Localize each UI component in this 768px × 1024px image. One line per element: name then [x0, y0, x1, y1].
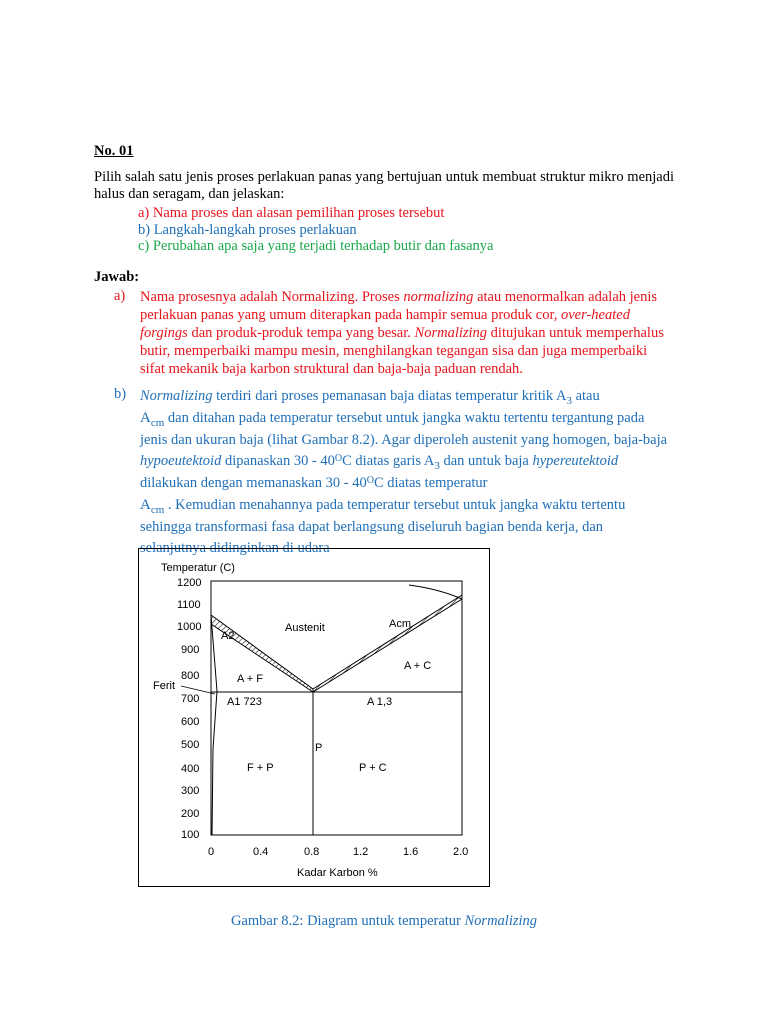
y-tick: 100	[181, 829, 200, 841]
phase-diagram-svg	[139, 549, 491, 888]
x-tick-labels	[208, 846, 468, 858]
y-tick-labels	[177, 577, 201, 841]
x-tick: 0	[208, 846, 215, 858]
y-tick: 800	[181, 670, 200, 682]
question-prompt: Pilih salah satu jenis proses perlakuan panas yang bertujuan untuk membuat struktur mikro menjadi halus dan seragam, dan jelaskan:	[94, 169, 674, 202]
upper-curve	[409, 585, 462, 599]
question-option-a: a) Nama proses dan alasan pemilihan proses tersebut	[138, 205, 445, 221]
ferrite-boundary	[211, 615, 217, 835]
x-tick: 0.4	[253, 846, 269, 858]
x-tick: 1.2	[353, 846, 369, 858]
answer-a-label: a)	[114, 288, 126, 304]
label-acm: Acm	[389, 618, 411, 630]
label-p: P	[315, 742, 323, 754]
y-axis-title: Temperatur (C)	[161, 562, 235, 574]
label-a-plus-c: A + C	[404, 660, 432, 672]
y-tick: 500	[181, 739, 200, 751]
question-number: No. 01	[94, 143, 134, 159]
question-option-b: b) Langkah-langkah proses perlakuan	[138, 222, 357, 238]
y-tick: 700	[181, 693, 200, 705]
acm-band	[313, 595, 462, 692]
answer-a-text: Nama prosesnya adalah Normalizing. Proses normalizing atau menormalkan adalah jenis perlakuan panas yang umum diterapkan pada hampir semua produk cor, over-heated forgings dan produk-produk tempa yang besar. Normalizing ditujukan untuk memperhalus butir, memperbaiki mampu mesin, menghilangkan tegangan sisa dan juga memperbaiki sifat mekanik baja karbon struktural dan baja-baja paduan rendah.	[140, 289, 664, 377]
question-option-c: c) Perubahan apa saja yang terjadi terhadap butir dan fasanya	[138, 238, 494, 254]
x-tick: 0.8	[304, 846, 320, 858]
y-tick: 600	[181, 716, 200, 728]
y-tick: 900	[181, 644, 200, 656]
label-a13: A 1,3	[367, 696, 393, 708]
answer-b-text: Normalizing terdiri dari proses pemanasan baja diatas temperatur kritik $A_3$ atau $A_{cm}$ dan ditahan pada temperatur tersebut untuk jangka waktu tertentu tergantung pada jenis dan ukuran baja (lihat Gambar 8.2). Agar diperoleh austenit yang homogen, baja-baja hypoeutektoid dipanaskan $30 - 40^OC$ diatas garis $A_3$ dan untuk baja hypereutektoid dilakukan dengan memanaskan $30 - 40^OC$ diatas temperatur $A_{cm}$ . Kemudian menahannya pada temperatur tersebut untuk jangka waktu tertentu sehingga transformasi fasa dapat berlangsung diseluruh bagian benda kerja, dan selanjutnya didinginkan di udara	[140, 388, 668, 556]
x-axis-title: Kadar Karbon %	[297, 867, 378, 879]
y-tick: 200	[181, 808, 200, 820]
label-austenit: Austenit	[285, 622, 325, 634]
y-tick: 400	[181, 763, 200, 775]
answer-heading: Jawab:	[94, 269, 140, 285]
x-tick: 2.0	[453, 846, 469, 858]
label-a1-723: A1 723	[227, 696, 262, 708]
y-tick: 1000	[177, 621, 202, 633]
y-tick: 1200	[177, 577, 202, 589]
label-p-plus-c: P + C	[359, 762, 387, 774]
answer-b-label: b)	[114, 386, 127, 402]
label-a2: A2	[221, 630, 235, 642]
phase-diagram-figure	[138, 548, 490, 887]
x-tick: 1.6	[403, 846, 419, 858]
y-tick: 300	[181, 785, 200, 797]
label-a-plus-f: A + F	[237, 673, 263, 685]
label-f-plus-p: F + P	[247, 762, 274, 774]
label-ferit: Ferit	[153, 680, 175, 692]
y-tick: 1100	[177, 599, 201, 611]
figure-caption: Gambar 8.2: Diagram untuk temperatur Normalizing	[230, 913, 538, 929]
